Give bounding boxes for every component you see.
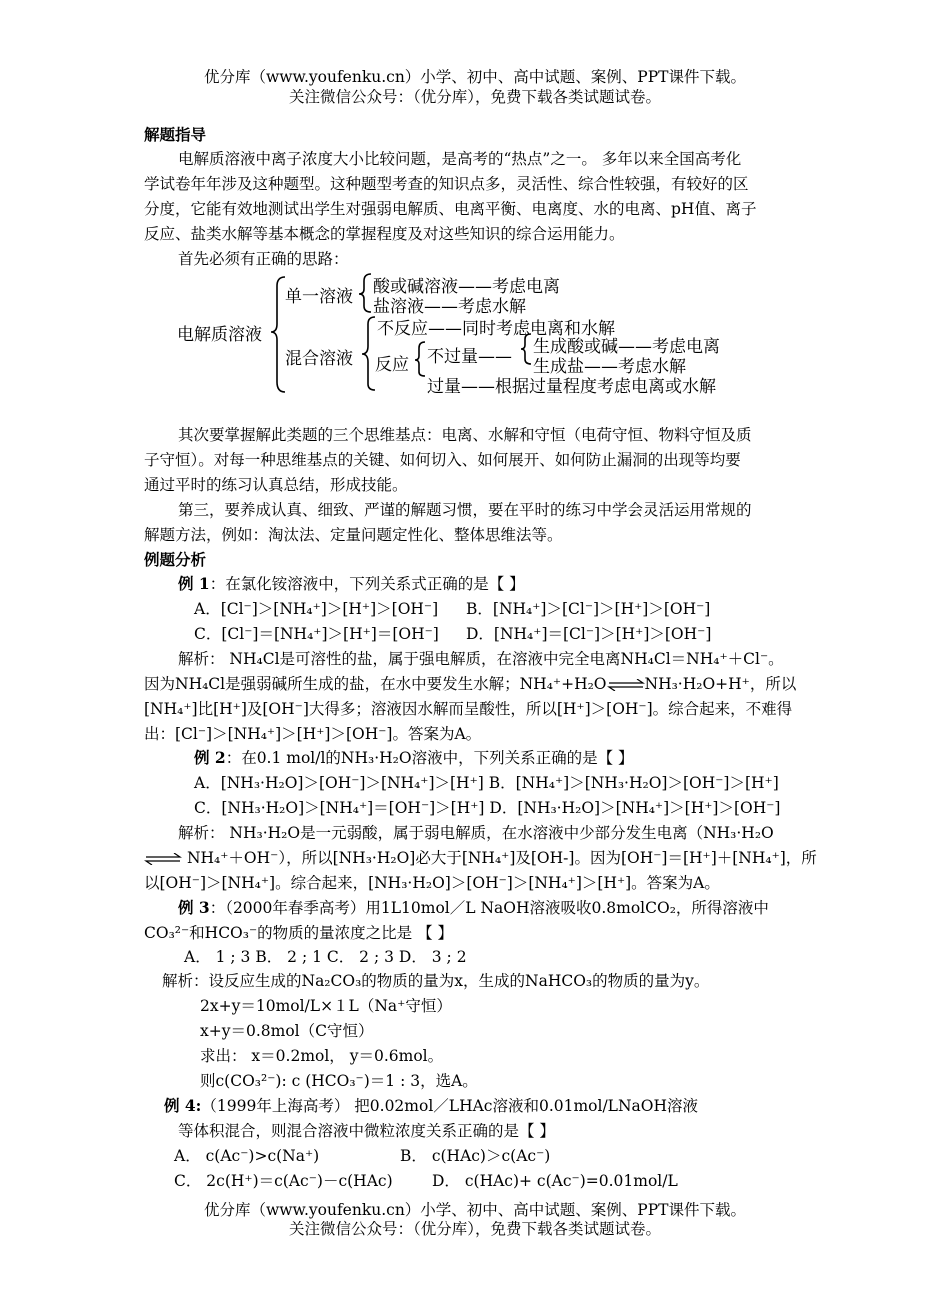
diagram-reaction: 反应	[375, 355, 409, 375]
diagram-single-salt: 盐溶液——考虑水解	[373, 297, 526, 317]
diagram-excess: 过量——根据过量程度考虑电离或水解	[427, 377, 716, 397]
paragraph-line: 电解质溶液中离子浓度大小比较问题，是高考的“热点”之一。 多年以来全国高考化	[178, 150, 742, 168]
diagram-root: 电解质溶液	[177, 325, 262, 345]
option-d: D． c(HAc)+ c(Ac⁻)=0.01mol/L	[432, 1172, 678, 1190]
paragraph-line: 学试卷年年涉及这种题型。这种题型考查的知识点多，灵活性、综合性较强，有较好的区	[144, 175, 749, 193]
diagram-gen-acid: 生成酸或碱——考虑电离	[533, 337, 720, 357]
diagram-single-acid: 酸或碱溶液——考虑电离	[373, 277, 560, 297]
question-line: 等体积混合，则混合溶液中微粒浓度关系正确的是【 】	[178, 1122, 555, 1140]
solution-line	[144, 673, 796, 695]
solution-line: 解析： NH₃·H₂O是一元弱酸，属于弱电解质，在水溶液中少部分发生电离（NH₃·H₂O	[178, 824, 774, 842]
paragraph-line: 首先必须有正确的思路：	[178, 250, 349, 268]
question-text: （1999年上海高考） 把0.02mol／LHAc溶液和0.01mol/LNaOH溶液	[201, 1097, 699, 1115]
question-line: CO₃²⁻和HCO₃⁻的物质的量浓度之比是 【 】	[144, 924, 454, 942]
solution-line: 以[OH⁻]＞[NH₄⁺]。综合起来，[NH₃·H₂O]＞[OH⁻]＞[NH₄⁺]＞[H⁺]。答案为A。	[144, 874, 720, 892]
header-line-2: 关注微信公众号：（优分库），免费下载各类试题试卷。	[288, 88, 661, 106]
paragraph-line: 反应、盐类水解等基本概念的掌握程度及对这些知识的综合运用能力。	[144, 225, 625, 243]
paragraph-line: 其次要掌握解此类题的三个思维基点：电离、水解和守恒（电荷守恒、物料守恒及质	[178, 426, 752, 444]
options-ab: A．[NH₃·H₂O]＞[OH⁻]＞[NH₄⁺]＞[H⁺] B．[NH₄⁺]＞[NH₃·H₂O]＞[OH⁻]＞[H⁺]	[194, 774, 779, 792]
question-text: ：在氯化铵溶液中，下列关系式正确的是【 】	[209, 575, 525, 593]
diagram-mixed: 混合溶液	[285, 349, 353, 369]
paragraph-line: 第三，要养成认真、细致、严谨的解题习惯，要在平时的练习中学会灵活运用常规的	[178, 501, 752, 519]
diagram-not-excess: 不过量——	[427, 347, 512, 367]
equilibrium-arrow-icon	[144, 853, 182, 865]
example-2-question	[194, 747, 634, 769]
question-text: ：在0.1 mol/l的NH₃·H₂O溶液中，下列关系正确的是【 】	[225, 749, 634, 767]
section-title-guide: 解题指导	[144, 125, 207, 144]
paragraph-line: 子守恒）。对每一种思维基点的关键、如何切入、如何展开、如何防止漏洞的出现等均要	[144, 451, 741, 469]
solution-text: NH₃·H₂O+H⁺，所以	[644, 675, 797, 693]
option-d: D．[NH₄⁺]＝[Cl⁻]＞[H⁺]＞[OH⁻]	[466, 625, 712, 643]
option-a: A． c(Ac⁻)>c(Na⁺)	[174, 1147, 320, 1165]
solution-line: 则c(CO₃²⁻): c (HCO₃⁻)＝1 : 3，选A。	[200, 1072, 478, 1090]
example-3-question	[178, 897, 769, 919]
example-label: 例 3	[178, 898, 210, 917]
solution-line: 解析：设反应生成的Na₂CO₃的物质的量为x，生成的NaHCO₃的物质的量为y。	[162, 972, 710, 990]
example-label: 例 1	[178, 574, 210, 593]
option-b: B． c(HAc)＞c(Ac⁻)	[400, 1147, 551, 1165]
section-title-examples: 例题分析	[144, 550, 207, 569]
solution-text: 因为NH₄Cl是强弱碱所生成的盐，在水中要发生水解；NH₄⁺+H₂O	[144, 675, 607, 693]
solution-line: 出：[Cl⁻]＞[NH₄⁺]＞[H⁺]＞[OH⁻]。答案为A。	[144, 725, 482, 743]
options-cd: C．[NH₃·H₂O]＞[NH₄⁺]＝[OH⁻]＞[H⁺] D．[NH₃·H₂O]＞[NH₄⁺]＞[H⁺]＞[OH⁻]	[194, 799, 781, 817]
option-b: B．[NH₄⁺]＞[Cl⁻]＞[H⁺]＞[OH⁻]	[466, 600, 711, 618]
thinking-diagram	[175, 272, 775, 397]
solution-line: x+y＝0.8mol（C守恒）	[200, 1022, 374, 1040]
example-label: 例 4:	[164, 1096, 202, 1115]
solution-line: [NH₄⁺]比[H⁺]及[OH⁻]大得多；溶液因水解而呈酸性，所以[H⁺]＞[OH⁻]。综合起来，不难得	[144, 700, 793, 718]
solution-line: 求出： x＝0.2mol， y＝0.6mol。	[200, 1047, 444, 1065]
header-line-1: 优分库（www.youfenku.cn）小学、初中、高中试题、案例、PPT课件下载。	[203, 68, 747, 86]
solution-line: 2x+y＝10mol/L×１L（Na⁺守恒）	[200, 997, 452, 1015]
question-text: ：（2000年春季高考）用1L10mol／L NaOH溶液吸收0.8molCO₂，所得溶液中	[209, 899, 769, 917]
paragraph-line: 分度，它能有效地测试出学生对强弱电解质、电离平衡、电离度、水的电离、pH值、离子	[144, 200, 757, 218]
paragraph-line: 通过平时的练习认真总结，形成技能。	[144, 476, 408, 494]
diagram-no-reaction: 不反应——同时考虑电离和水解	[377, 319, 615, 339]
solution-line	[144, 847, 817, 869]
solution-line: 解析： NH₄Cl是可溶性的盐，属于强电解质，在溶液中完全电离NH₄Cl＝NH₄⁺＋Cl⁻。	[178, 650, 784, 668]
option-c: C． 2c(H⁺)＝c(Ac⁻)－c(HAc)	[174, 1172, 393, 1190]
example-4-question	[164, 1095, 698, 1117]
example-1-question	[178, 573, 525, 595]
equilibrium-arrow-icon	[607, 679, 645, 691]
footer-line-1: 优分库（www.youfenku.cn）小学、初中、高中试题、案例、PPT课件下载。	[203, 1201, 747, 1219]
paragraph-line: 解题方法，例如：淘汰法、定量问题定性化、整体思维法等。	[144, 526, 563, 544]
example-label: 例 2	[194, 748, 226, 767]
footer-line-2: 关注微信公众号：（优分库），免费下载各类试题试卷。	[288, 1220, 661, 1238]
option-a: A．[Cl⁻]＞[NH₄⁺]＞[H⁺]＞[OH⁻]	[194, 600, 439, 618]
option-c: C．[Cl⁻]＝[NH₄⁺]＞[H⁺]＝[OH⁻]	[194, 625, 439, 643]
diagram-single: 单一溶液	[285, 287, 353, 307]
options-line: A． 1 ; 3 B． 2 ; 1 C． 2 ; 3 D． 3 ; 2	[184, 948, 467, 966]
solution-text: NH₄⁺＋OH⁻），所以[NH₃·H₂O]必大于[NH₄⁺]及[OH-]。因为[OH⁻]＝[H⁺]＋[NH₄⁺]，所	[186, 849, 817, 867]
diagram-gen-salt: 生成盐——考虑水解	[533, 357, 686, 377]
